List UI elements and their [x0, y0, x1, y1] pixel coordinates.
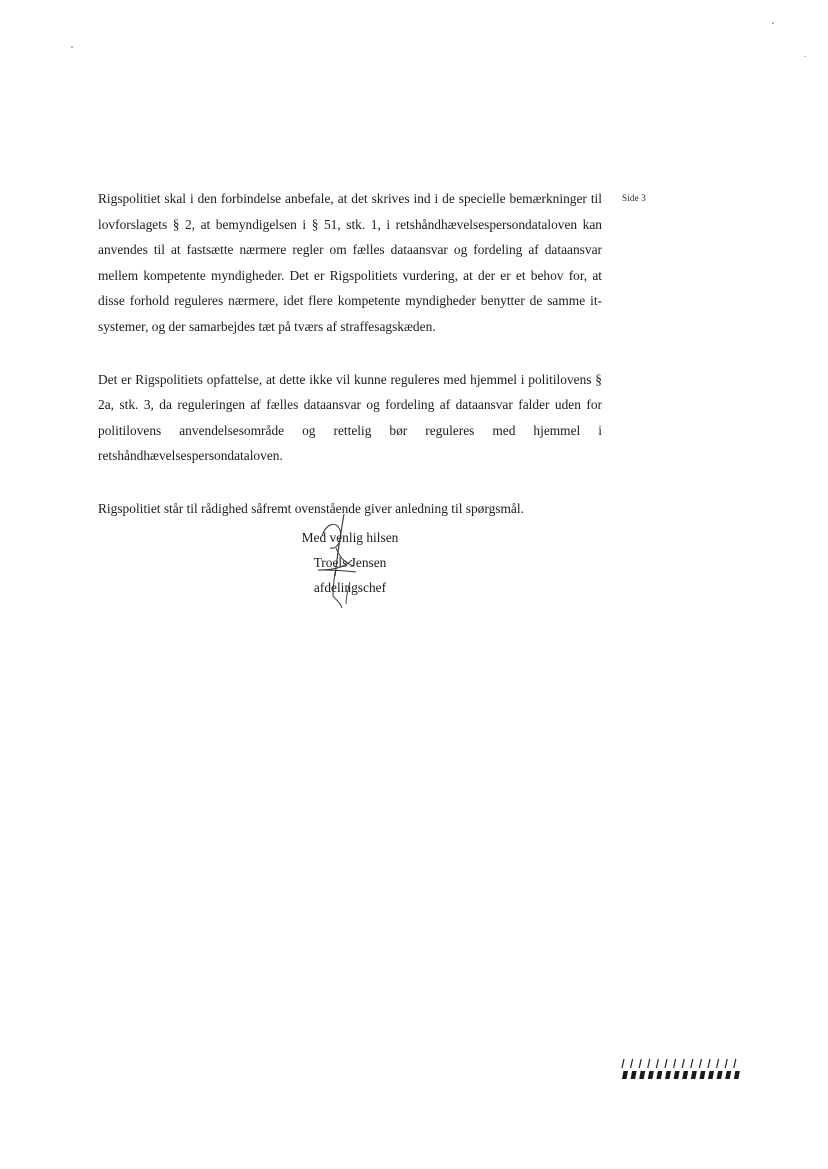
barcode-mark [691, 1059, 693, 1068]
barcode-mark [734, 1071, 740, 1079]
barcode-mark [631, 1059, 633, 1068]
barcode-mark [708, 1059, 710, 1068]
closing-greeting: Med venlig hilsen [301, 530, 399, 545]
barcode-mark [674, 1071, 680, 1079]
signatory-name: Troels Jensen [313, 555, 387, 570]
barcode-mark [691, 1071, 697, 1079]
barcode-mark [708, 1071, 714, 1079]
letter-body [98, 186, 602, 549]
scan-speck [772, 22, 774, 24]
signatory-title: afdelingschef [313, 580, 387, 595]
paragraph-availability: Rigspolitiet står til rådighed såfremt ovenstående giver anledning til spørgsmål. [98, 500, 524, 516]
barcode-mark [682, 1059, 684, 1068]
barcode-mark [699, 1059, 701, 1068]
barcode-mark [717, 1059, 719, 1068]
barcode-mark [699, 1071, 705, 1079]
barcode-mark [717, 1071, 723, 1079]
scan-speck [71, 46, 73, 48]
letter-closing [290, 525, 410, 600]
barcode-mark [734, 1059, 736, 1068]
barcode-mark [639, 1071, 645, 1079]
scan-speck [804, 56, 806, 57]
barcode-mark [725, 1059, 727, 1068]
barcode-stamp [620, 1058, 744, 1080]
barcode-mark [665, 1071, 671, 1079]
barcode-mark [648, 1071, 654, 1079]
barcode-mark [665, 1059, 667, 1068]
barcode-mark [622, 1071, 628, 1079]
barcode-mark [725, 1071, 731, 1079]
barcode-mark [639, 1059, 641, 1068]
page-number-label: Side 3 [622, 193, 646, 203]
barcode-mark [656, 1059, 658, 1068]
barcode-mark [648, 1059, 650, 1068]
barcode-mark [682, 1071, 688, 1079]
paragraph-legal-basis: Det er Rigspolitiets opfattelse, at dette ikke vil kunne reguleres med hjemmel i politilovens § 2a, stk. 3, da reguleringen af fælles dataansvar og fordeling af dataansvar falder uden for politilovens anvendelsesområde og rettelig bør reguleres med hjemmel i retshåndhævelsespersondataloven. [98, 371, 602, 464]
barcode-mark [674, 1059, 676, 1068]
paragraph-recommendation: Rigspolitiet skal i den forbindelse anbefale, at det skrives ind i de specielle bemærkninger til lovforslagets § 2, at bemyndigelsen i § 51, stk. 1, i retshåndhævelsespersondataloven kan anvendes til at fastsætte nærmere regler om fælles dataansvar og fordeling af dataansvar mellem kompetente myndigheder. Det er Rigspolitiets vurdering, at der er et behov for, at disse forhold reguleres nærmere, idet flere kompetente myndigheder benytter de samme it-systemer, og der samarbejdes tæt på tværs af straffesagskæden. [98, 191, 602, 334]
barcode-mark [622, 1059, 624, 1068]
barcode-mark [656, 1071, 662, 1079]
barcode-mark [631, 1071, 637, 1079]
